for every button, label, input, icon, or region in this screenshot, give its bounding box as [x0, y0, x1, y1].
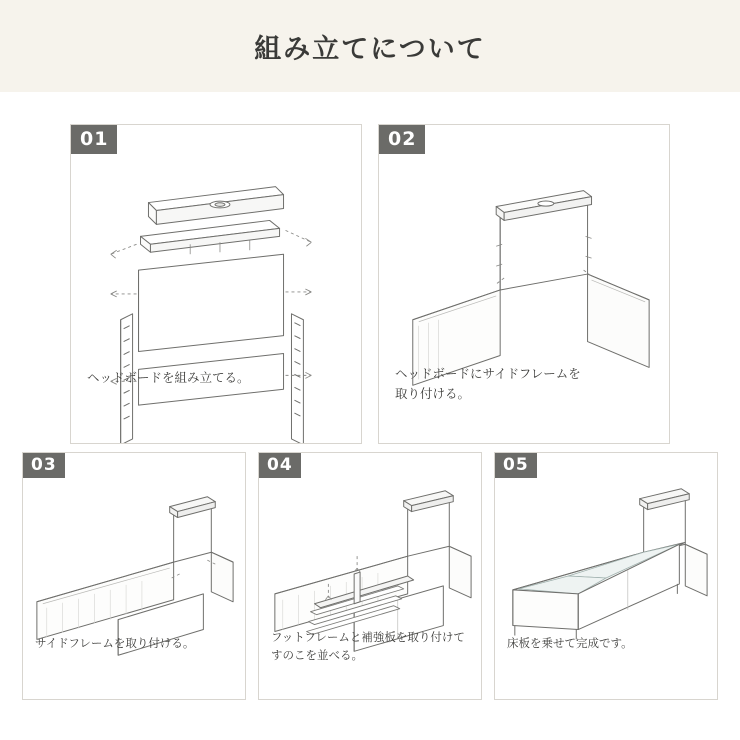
page-title: 組み立てについて: [254, 33, 486, 65]
step-number-badge: 01: [71, 125, 117, 154]
step-card-04: [258, 452, 482, 700]
steps-bottom-row: [22, 452, 718, 700]
step-card-03: [22, 452, 246, 700]
step-number-badge: 03: [23, 453, 65, 478]
step-caption-line1: フットフレームと補強板を取り付けて: [271, 630, 465, 645]
step-caption-line2: すのこを並べる。: [271, 648, 363, 663]
side-frame-attach-diagram: [23, 453, 245, 699]
step-card-05: [494, 452, 718, 700]
step-number-badge: 02: [379, 125, 425, 154]
step-card-02: [378, 124, 670, 444]
step-caption: ヘッドボードを組み立てる。: [87, 369, 250, 385]
step-caption: 床板を乗せて完成です。: [507, 636, 633, 651]
step-caption-line1: ヘッドボードにサイドフレームを: [395, 366, 581, 382]
headboard-exploded-diagram: [71, 125, 361, 443]
step-caption-line2: 取り付ける。: [395, 385, 471, 401]
step-card-01: [70, 124, 362, 444]
page-header: [0, 0, 740, 92]
step-number-badge: 05: [495, 453, 537, 478]
steps-top-row: [70, 124, 670, 444]
step-caption: サイドフレームを取り付ける。: [35, 636, 195, 651]
step-number-badge: 04: [259, 453, 301, 478]
step-caption: [395, 364, 659, 403]
bed-base-complete-diagram: [495, 453, 717, 699]
step-caption: [271, 629, 471, 665]
